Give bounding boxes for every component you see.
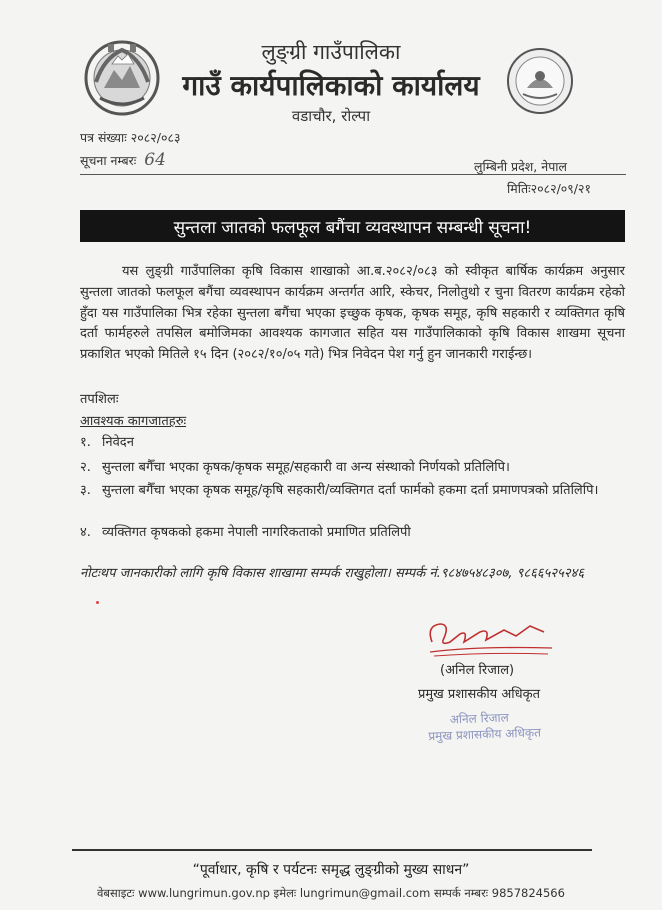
required-docs-heading: आवश्यक कागजातहरुः — [80, 414, 187, 429]
notice-number-value: 64 — [144, 150, 166, 170]
notice-number-label: सूचना नम्बरः — [80, 153, 137, 168]
notice-date: मितिः२०८२/०९/२१ — [507, 181, 592, 196]
list-item-text: सुन्तला बगैँचा भएका कृषक/कृषक समूह/सहकारी वा अन्य संस्थाको निर्णयको प्रतिलिपि। — [102, 460, 510, 475]
contact-note: नोटःथप जानकारीको लागि कृषि विकास शाखामा सम्पर्क राखुहोला। सम्पर्क नं.९८४७५४८३०७, ९८६६५२५२४६ — [80, 566, 585, 581]
list-item-number: २. — [80, 460, 91, 475]
notice-body: यस लुङ्ग्री गाउँपालिका कृषि विकास शाखाको आ.ब.२०८२/०८३ को स्वीकृत बार्षिक कार्यक्रम अनुसार सुन्तला जातको फलफूल बगैंचा व्यवस्थापन कार्यक्रम अन्तर्गत आरि, स्केचर, निलोतुथो र चुना वितरण कार्यक्रम रहेको हुँदा यस गाउँपालिका भित्र रहेका सुन्तला बगैंचा भएका इच्छुक कृषक, कृषक समूह, कृषि सहकारी र व्यक्तिगत कृषि दर्ता फार्महरुले तपसिल बमोजिमका आवश्यक कागजात सहित यस गाउँपालिकाको कृषि विकास शाखमा सूचना प्रकाशित भएको मितिले १५ दिन (२०८२/१०/०५ गते) भित्र निवेदन पेश गर्नु हुन जानकारी गराईन्छ। — [80, 264, 625, 363]
letter-number-value: २०८२/०८३ — [130, 130, 181, 145]
notice-number — [80, 150, 166, 170]
office-address: वडाचौर, रोल्पा — [291, 107, 371, 125]
list-item-number: १. — [80, 435, 91, 450]
list-item-text: व्यक्तिगत कृषकको हकमा नेपाली नागरिकताको प्रमाणित प्रतिलिपी — [102, 525, 411, 540]
list-item — [80, 433, 625, 453]
letter-number — [80, 129, 180, 146]
footer-divider — [72, 849, 592, 851]
list-item — [80, 481, 625, 501]
municipality-name: लुङ्ग्री गाउँपालिका — [261, 40, 401, 64]
signer-title: प्रमुख प्रशासकीय अधिकृत — [418, 687, 541, 702]
municipality-logo-icon — [505, 46, 575, 116]
stamp-title: प्रमुख प्रशासकीय अधिकृत — [428, 725, 542, 744]
signature-icon — [420, 612, 560, 660]
ink-dot — [96, 601, 99, 604]
list-item-number: ३. — [80, 483, 91, 498]
tapashil-label: तपशिलः — [80, 392, 119, 407]
signer-name: (अनिल रिजाल) — [440, 663, 515, 678]
official-stamp — [427, 708, 558, 745]
list-item — [80, 458, 625, 478]
list-item-text: निवेदन — [102, 435, 134, 450]
stamp-name: अनिल रिजाल — [449, 710, 510, 727]
notice-title: सुन्तला जातको फलफूल बगैंचा व्यवस्थापन सम्बन्धी सूचना! — [80, 210, 625, 242]
list-item — [80, 523, 625, 543]
list-item-text: सुन्तला बगैँचा भएका कृषक समूह/कृषि सहकारी/व्यक्तिगत दर्ता फार्मको हकमा दर्ता प्रमाणपत्रको प्रतिलिपि। — [102, 483, 599, 498]
province-label: लुम्बिनी प्रदेश, नेपाल — [474, 159, 568, 174]
letter-number-label: पत्र संख्याः — [80, 130, 127, 145]
footer-contact: वेबसाइटः www.lungrimun.gov.np इमेलः lungrimun@gmail.com सम्पर्क नम्बरः 9857824566 — [97, 886, 565, 900]
footer-motto: “पूर्वाधार, कृषि र पर्यटनः समृद्ध लुङ्ग्रीको मुख्य साधन” — [192, 862, 470, 878]
office-name: गाउँ कार्यपालिकाको कार्यालय — [182, 69, 480, 102]
list-item-number: ४. — [80, 525, 91, 540]
